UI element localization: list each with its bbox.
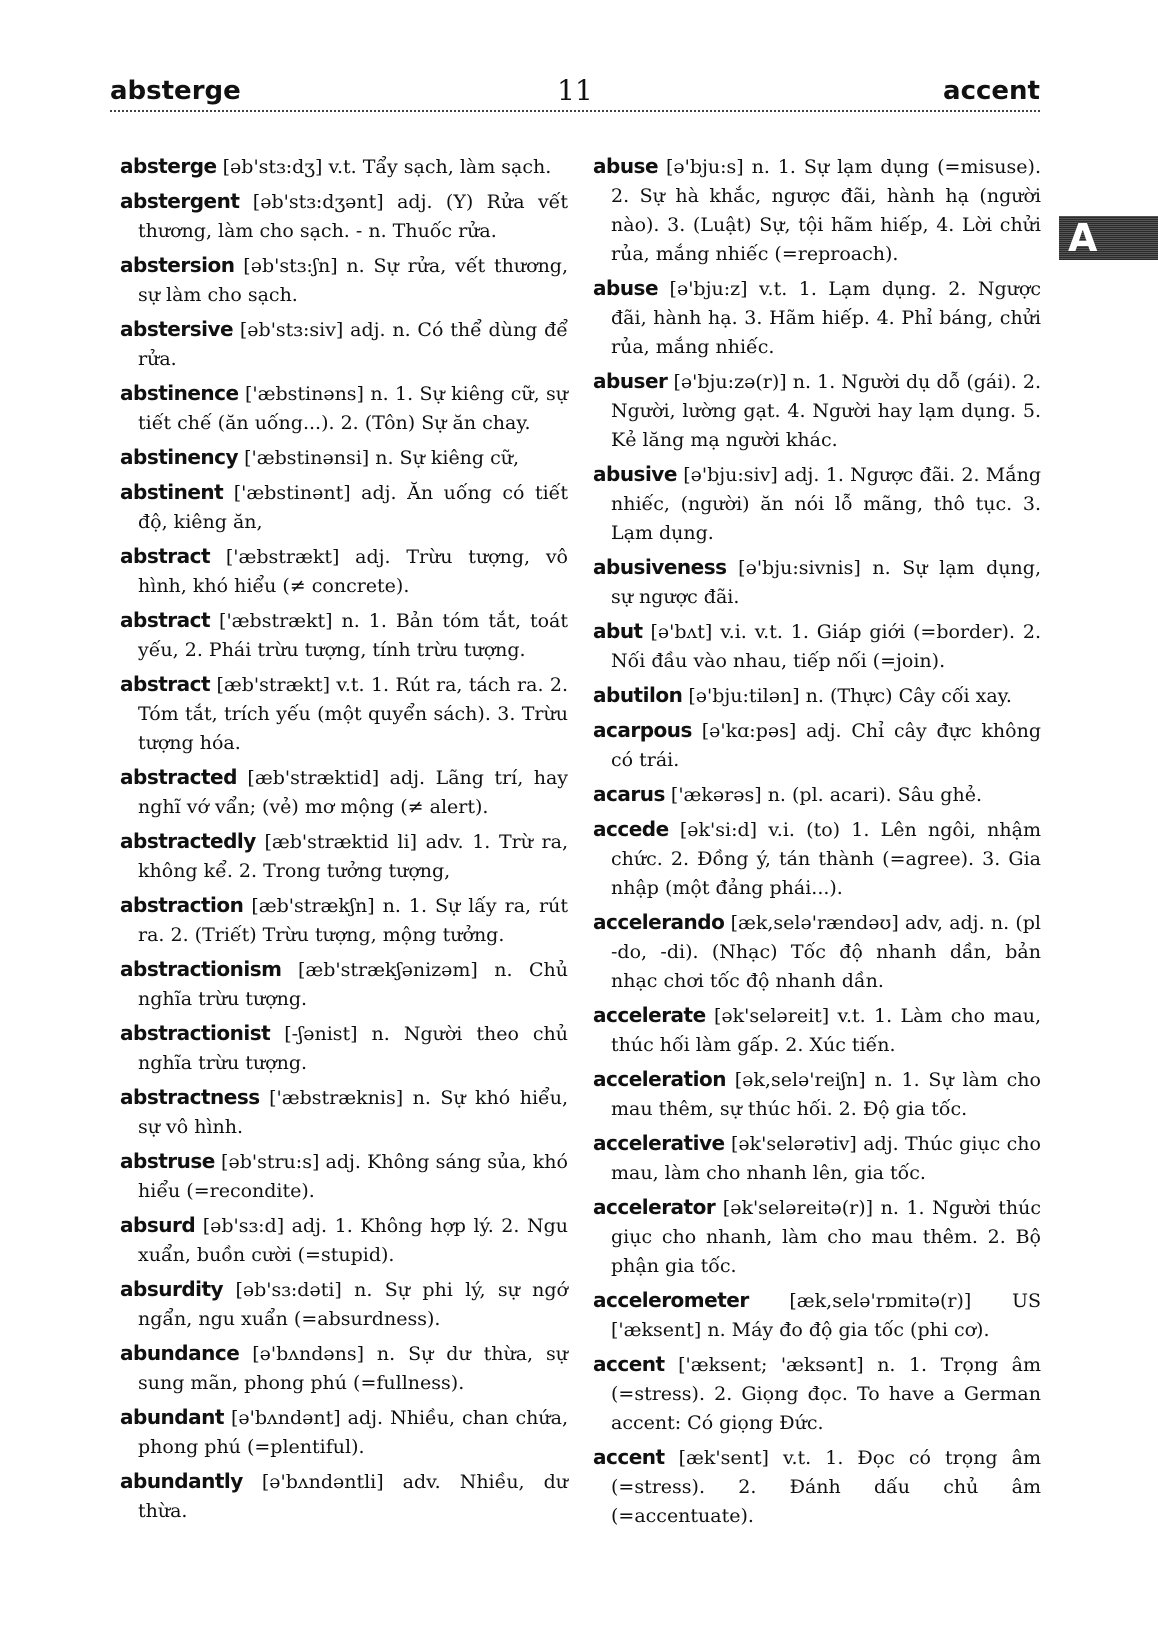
- entry-definition: ['æbstinənt] adj. Ăn uống có tiết độ, kiêng ăn,: [138, 482, 569, 533]
- entry-headword: abstruse: [120, 1149, 215, 1173]
- entry-headword: abstinency: [120, 445, 239, 469]
- entry-definition: [æb'strækt] v.t. 1. Rút ra, tách ra. 2. Tóm tắt, trích yếu (một quyển sách). 3. Trừu tượng hóa.: [138, 674, 568, 754]
- entry-definition: [-ʃənist] n. Người theo chủ nghĩa trừu tượng.: [138, 1023, 568, 1074]
- entry-definition: [æb'strækʃn] n. 1. Sự lấy ra, rút ra. 2. (Triết) Trừu tượng, mộng tưởng.: [138, 895, 568, 946]
- dictionary-entry: [120, 542, 568, 601]
- entry-headword: abusiveness: [593, 555, 727, 579]
- dictionary-entry: [120, 1211, 568, 1270]
- entry-headword: acarpous: [593, 718, 692, 742]
- entry-headword: abutilon: [593, 683, 683, 707]
- entry-headword: absurdity: [120, 1277, 224, 1301]
- dictionary-entry: [120, 187, 568, 246]
- entry-headword: abstract: [120, 544, 211, 568]
- entry-definition: [əb'stru:s] adj. Không sáng sủa, khó hiểu (=recondite).: [138, 1151, 568, 1202]
- entry-headword: accent: [593, 1445, 665, 1469]
- entry-definition: ['ækərəs] n. (pl. acari). Sâu ghẻ.: [670, 784, 982, 806]
- dictionary-entry: [120, 670, 568, 758]
- dictionary-entry: [120, 763, 568, 822]
- dictionary-entry: [120, 1019, 568, 1078]
- dictionary-entry: [120, 443, 568, 473]
- entry-definition: [ə'bju:z] v.t. 1. Lạm dụng. 2. Ngược đãi, hành hạ. 3. Hãm hiếp. 4. Phỉ báng, chửi rủa, mắng nhiếc.: [611, 278, 1041, 358]
- dictionary-entry: [120, 1275, 568, 1334]
- dictionary-entry: [593, 1443, 1041, 1531]
- dictionary-entry: [120, 1147, 568, 1206]
- entry-headword: absterge: [120, 154, 217, 178]
- entry-definition: [ək,selə'reiʃn] n. 1. Sự làm cho mau thêm, sự thúc hối. 2. Độ gia tốc.: [611, 1069, 1041, 1120]
- entry-definition: ['æbstræknis] n. Sự khó hiểu, sự vô hình.: [138, 1087, 568, 1138]
- entry-headword: absurd: [120, 1213, 196, 1237]
- entry-definition: [æb'strækʃənizəm] n. Chủ nghĩa trừu tượng.: [138, 959, 568, 1010]
- entry-definition: [əb'stɜ:dʒənt] adj. (Y) Rửa vết thương, làm cho sạch. - n. Thuốc rửa.: [138, 191, 568, 242]
- dictionary-entry: [593, 460, 1041, 548]
- entry-definition: [ək'seləreit] v.t. 1. Làm cho mau, thúc hối làm gấp. 2. Xúc tiến.: [611, 1005, 1041, 1056]
- dictionary-entry: [120, 955, 568, 1014]
- right-column: [593, 152, 1041, 1536]
- entry-headword: accelerando: [593, 910, 725, 934]
- entry-headword: abstraction: [120, 893, 244, 917]
- entry-headword: acarus: [593, 782, 665, 806]
- entry-headword: abundantly: [120, 1469, 243, 1493]
- entry-headword: accede: [593, 817, 669, 841]
- entry-definition: [əb'stɜ:siv] adj. n. Có thể dùng để rửa.: [138, 319, 568, 370]
- header-rule: [110, 110, 1040, 112]
- entry-definition: [æb'stræktid li] adv. 1. Trừ ra, không kể. 2. Trong tưởng tượng,: [138, 831, 568, 882]
- entry-headword: accelerator: [593, 1195, 716, 1219]
- dictionary-entry: [120, 606, 568, 665]
- dictionary-entry: [120, 1339, 568, 1398]
- entry-definition: [əb'stɜ:dʒ] v.t. Tẩy sạch, làm sạch.: [222, 156, 552, 178]
- entry-headword: abstersive: [120, 317, 234, 341]
- section-tab-letter: A: [1068, 216, 1098, 260]
- dictionary-entry: [120, 478, 568, 537]
- entry-definition: [ə'bʌndəns] n. Sự dư thừa, sự sung mãn, phong phú (=fullness).: [138, 1343, 568, 1394]
- entry-headword: abuse: [593, 154, 659, 178]
- entry-definition: [əb'stɜ:ʃn] n. Sự rửa, vết thương, sự làm cho sạch.: [138, 255, 569, 306]
- dictionary-entry: [593, 815, 1041, 903]
- dictionary-entry: [593, 1065, 1041, 1124]
- entry-definition: ['æksent; 'æksənt] n. 1. Trọng âm (=stress). 2. Giọng đọc. To have a German accent: Có giọng Đức.: [611, 1354, 1041, 1434]
- dictionary-entry: [593, 681, 1041, 711]
- dictionary-entry: [593, 367, 1041, 455]
- dictionary-entry: [593, 553, 1041, 612]
- left-column: [120, 152, 568, 1531]
- section-tab: [1059, 216, 1158, 260]
- entry-definition: [ə'bʌndənt] adj. Nhiều, chan chứa, phong phú (=plentiful).: [138, 1407, 568, 1458]
- entry-headword: abundance: [120, 1341, 240, 1365]
- entry-definition: [æb'stræktid] adj. Lãng trí, hay nghĩ vớ vẩn; (vẻ) mơ mộng (≠ alert).: [138, 767, 568, 818]
- entry-definition: ['æbstrækt] adj. Trừu tượng, vô hình, khó hiểu (≠ concrete).: [138, 546, 568, 597]
- entry-definition: [ə'bju:s] n. 1. Sự lạm dụng (=misuse). 2. Sự hà khắc, ngược đãi, hành hạ (người nào). 3. (Luật) Sự, tội hãm hiếp, 4. Lời chửi rủa, mắng nhiếc (=reproach).: [611, 156, 1041, 265]
- page-header: [110, 76, 1040, 112]
- entry-headword: accelerate: [593, 1003, 706, 1027]
- running-head-right: accent: [943, 76, 1040, 106]
- entry-headword: abstractionism: [120, 957, 282, 981]
- entry-definition: [ə'bʌndəntli] adv. Nhiều, dư thừa.: [138, 1471, 568, 1522]
- entry-headword: abstinence: [120, 381, 239, 405]
- dictionary-entry: [120, 379, 568, 438]
- entry-definition: [æk,selə'rɒmitə(r)] US ['æksent] n. Máy đo độ gia tốc (phi cơ).: [611, 1290, 1041, 1341]
- dictionary-entry: [593, 274, 1041, 362]
- entry-definition: [ək'si:d] v.i. (to) 1. Lên ngôi, nhậm chức. 2. Đồng ý, tán thành (=agree). 3. Gia nhập (một đảng phái...).: [611, 819, 1041, 899]
- dictionary-entry: [593, 716, 1041, 775]
- entry-headword: abstergent: [120, 189, 240, 213]
- entry-definition: [ək'seləreitə(r)] n. 1. Người thúc giục cho nhanh, làm cho mau thêm. 2. Bộ phận gia tốc.: [611, 1197, 1041, 1277]
- dictionary-entry: [593, 1001, 1041, 1060]
- entry-definition: [ə'bʌt] v.i. v.t. 1. Giáp giới (=border). 2. Nối đầu vào nhau, tiếp nối (=join).: [611, 621, 1041, 672]
- dictionary-entry: [593, 1350, 1041, 1438]
- entry-headword: abusive: [593, 462, 677, 486]
- entry-definition: [əb'sɜ:dəti] n. Sự phi lý, sự ngớ ngẩn, ngu xuẩn (=absurdness).: [138, 1279, 568, 1330]
- entry-definition: ['æbstinənsi] n. Sự kiêng cữ,: [244, 447, 520, 469]
- entry-headword: abstractedly: [120, 829, 256, 853]
- dictionary-entry: [120, 1467, 568, 1526]
- entry-headword: abuse: [593, 276, 659, 300]
- dictionary-entry: [593, 1129, 1041, 1188]
- dictionary-entry: [120, 315, 568, 374]
- dictionary-entry: [593, 1193, 1041, 1281]
- dictionary-entry: [120, 152, 568, 182]
- entry-definition: [ə'bju:zə(r)] n. 1. Người dụ dỗ (gái). 2. Người, lường gạt. 4. Người hay lạm dụng. 5. Kẻ lăng mạ người khác.: [611, 371, 1041, 451]
- dictionary-entry: [593, 152, 1041, 269]
- entry-headword: abstract: [120, 672, 211, 696]
- entry-headword: abstinent: [120, 480, 224, 504]
- entry-definition: [ək'selərətiv] adj. Thúc giục cho mau, làm cho nhanh lên, gia tốc.: [611, 1133, 1041, 1184]
- page-number: 11: [557, 74, 593, 107]
- entry-headword: abstracted: [120, 765, 237, 789]
- entry-definition: ['æbstrækt] n. 1. Bản tóm tắt, toát yếu, 2. Phái trừu tượng, tính trừu tượng.: [138, 610, 569, 661]
- dictionary-entry: [120, 1083, 568, 1142]
- entry-definition: ['æbstinəns] n. 1. Sự kiêng cữ, sự tiết chế (ăn uống...). 2. (Tôn) Sự ăn chay.: [138, 383, 568, 434]
- entry-definition: [ə'bju:sivnis] n. Sự lạm dụng, sự ngược đãi.: [611, 557, 1041, 608]
- dictionary-entry: [593, 908, 1041, 996]
- dictionary-entry: [120, 827, 568, 886]
- entry-headword: abundant: [120, 1405, 224, 1429]
- entry-headword: abuser: [593, 369, 668, 393]
- entry-headword: abstractness: [120, 1085, 260, 1109]
- entry-definition: [əb'sɜ:d] adj. 1. Không hợp lý. 2. Ngu xuẩn, buồn cười (=stupid).: [138, 1215, 568, 1266]
- entry-headword: accelerometer: [593, 1288, 749, 1312]
- entry-definition: [ə'bju:tilən] n. (Thực) Cây cối xay.: [688, 685, 1012, 707]
- dictionary-entry: [120, 1403, 568, 1462]
- entry-headword: abstract: [120, 608, 211, 632]
- entry-definition: [ə'kɑ:pəs] adj. Chỉ cây đực không có trái.: [611, 720, 1041, 771]
- entry-headword: acceleration: [593, 1067, 726, 1091]
- dictionary-entry: [120, 251, 568, 310]
- entry-headword: accent: [593, 1352, 665, 1376]
- dictionary-entry: [593, 1286, 1041, 1345]
- entry-definition: [æk,selə'rændəʊ] adv, adj. n. (pl -do, -di). (Nhạc) Tốc độ nhanh dần, bản nhạc chơi tốc độ nhanh dần.: [611, 912, 1041, 992]
- entry-definition: [æk'sent] v.t. 1. Đọc có trọng âm (=stress). 2. Đánh dấu chủ âm (=accentuate).: [611, 1447, 1041, 1527]
- dictionary-entry: [120, 891, 568, 950]
- entry-headword: abut: [593, 619, 643, 643]
- entry-headword: abstractionist: [120, 1021, 271, 1045]
- entry-headword: abstersion: [120, 253, 235, 277]
- entry-definition: [ə'bju:siv] adj. 1. Ngược đãi. 2. Mắng nhiếc, (người) ăn nói lỗ mãng, thô tục. 3. Lạm dụng.: [611, 464, 1041, 544]
- dictionary-entry: [593, 617, 1041, 676]
- entry-headword: accelerative: [593, 1131, 725, 1155]
- running-head-left: absterge: [110, 76, 241, 106]
- dictionary-entry: [593, 780, 1041, 810]
